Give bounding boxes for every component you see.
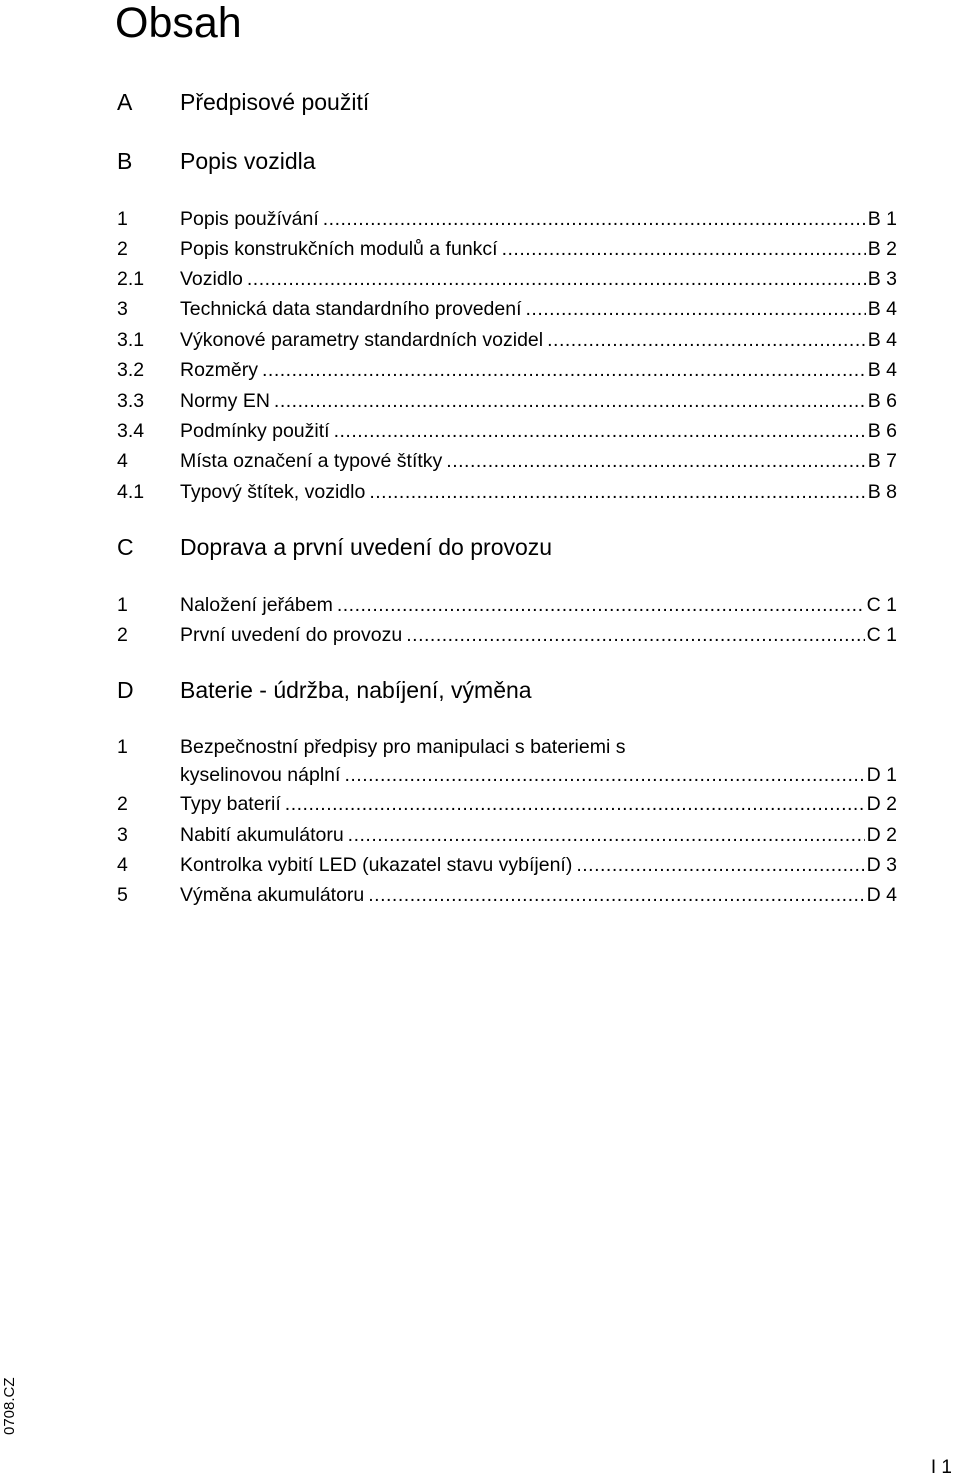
- entry-label: Podmínky použití: [180, 420, 330, 442]
- entry-label: kyselinovou náplní: [180, 764, 341, 786]
- section-letter: B: [117, 148, 133, 174]
- dot-leader: [274, 387, 866, 415]
- entry-page: B 7: [867, 450, 897, 472]
- toc-entry[interactable]: [117, 733, 897, 789]
- entry-label: Typy baterií: [180, 793, 281, 815]
- section-title: Předpisové použití: [180, 89, 370, 115]
- dot-leader: [406, 621, 864, 649]
- entry-number: 3.2: [117, 359, 145, 381]
- section-title: Doprava a první uvedení do provozu: [180, 534, 553, 560]
- entry-number: 4.1: [117, 481, 145, 503]
- toc-entry[interactable]: [117, 621, 897, 649]
- entry-page: D 4: [866, 884, 897, 906]
- entry-page: D 2: [866, 793, 897, 815]
- toc-entry[interactable]: [117, 235, 897, 263]
- entry-number: 4: [117, 854, 128, 876]
- entry-label: Normy EN: [180, 390, 270, 412]
- toc-entry[interactable]: [117, 821, 897, 849]
- toc-section-b[interactable]: [117, 145, 897, 177]
- entry-label-line1: Bezpečnostní předpisy pro manipulaci s bateriemi s: [180, 736, 626, 758]
- entry-label: Výkonové parametry standardních vozidel: [180, 329, 544, 351]
- entry-page: C 1: [866, 594, 897, 616]
- entry-label: Naložení jeřábem: [180, 594, 333, 616]
- dot-leader: [368, 881, 864, 909]
- toc-entry[interactable]: [117, 387, 897, 415]
- toc-entry[interactable]: [117, 205, 897, 233]
- toc-entry[interactable]: [117, 881, 897, 909]
- dot-leader: [334, 417, 866, 445]
- entry-label: První uvedení do provozu: [180, 624, 403, 646]
- toc-section-a[interactable]: [117, 86, 897, 118]
- toc-entry[interactable]: [117, 265, 897, 293]
- entry-label: Vozidlo: [180, 268, 243, 290]
- entry-number: 3: [117, 824, 128, 846]
- entry-number: 1: [117, 208, 128, 230]
- entry-page: B 4: [867, 298, 897, 320]
- toc-entry[interactable]: [117, 478, 897, 506]
- entry-number: 3: [117, 298, 128, 320]
- dot-leader: [348, 821, 865, 849]
- entry-number: 1: [117, 594, 128, 616]
- entry-number: 1: [117, 736, 128, 758]
- toc-entry[interactable]: [117, 591, 897, 619]
- dot-leader: [526, 295, 866, 323]
- toc-entry[interactable]: [117, 326, 897, 354]
- section-letter: D: [117, 677, 134, 703]
- dot-leader: [576, 851, 864, 879]
- page-number: I 1: [930, 1457, 952, 1478]
- entry-page: B 4: [867, 329, 897, 351]
- toc-entry[interactable]: [117, 295, 897, 323]
- document-code: 0708.CZ: [1, 1377, 18, 1435]
- entry-number: 2: [117, 624, 128, 646]
- entry-number: 3.4: [117, 420, 145, 442]
- entry-label: Typový štítek, vozidlo: [180, 481, 366, 503]
- dot-leader: [285, 790, 865, 818]
- entry-page: D 1: [866, 764, 897, 786]
- dot-leader: [323, 205, 866, 233]
- entry-label: Nabití akumulátoru: [180, 824, 344, 846]
- entry-page: B 6: [867, 420, 897, 442]
- entry-page: B 1: [867, 208, 897, 230]
- section-letter: A: [117, 89, 133, 115]
- entry-page: B 4: [867, 359, 897, 381]
- entry-number: 5: [117, 884, 128, 906]
- toc-entry[interactable]: [117, 790, 897, 818]
- toc-entry[interactable]: [117, 851, 897, 879]
- entry-number: 4: [117, 450, 128, 472]
- dot-leader: [502, 235, 866, 263]
- entry-label: Místa označení a typové štítky: [180, 450, 443, 472]
- dot-leader: [247, 265, 866, 293]
- entry-page: C 1: [866, 624, 897, 646]
- dot-leader: [337, 591, 865, 619]
- entry-label: Výměna akumulátoru: [180, 884, 365, 906]
- dot-leader: [344, 761, 864, 789]
- dot-leader: [547, 326, 866, 354]
- toc-entry[interactable]: [117, 356, 897, 384]
- entry-page: B 2: [867, 238, 897, 260]
- entry-number: 3.1: [117, 329, 145, 351]
- entry-label: Popis konstrukčních modulů a funkcí: [180, 238, 498, 260]
- entry-page: D 3: [866, 854, 897, 876]
- entry-number: 2: [117, 793, 128, 815]
- toc-entry[interactable]: [117, 417, 897, 445]
- dot-leader: [369, 478, 865, 506]
- entry-page: B 3: [867, 268, 897, 290]
- entry-label: Technická data standardního provedení: [180, 298, 522, 320]
- entry-number: 2.1: [117, 268, 145, 290]
- section-title: Popis vozidla: [180, 148, 316, 174]
- toc-section-d[interactable]: [117, 674, 897, 706]
- dot-leader: [262, 356, 866, 384]
- page-title: Obsah: [115, 0, 242, 47]
- section-letter: C: [117, 534, 134, 560]
- entry-page: B 6: [867, 390, 897, 412]
- entry-label: Kontrolka vybití LED (ukazatel stavu vybíjení): [180, 854, 573, 876]
- section-title: Baterie - údržba, nabíjení, výměna: [180, 677, 532, 703]
- entry-number: 2: [117, 238, 128, 260]
- entry-label: Rozměry: [180, 359, 259, 381]
- toc-entry[interactable]: [117, 447, 897, 475]
- entry-page: D 2: [866, 824, 897, 846]
- dot-leader: [446, 447, 865, 475]
- entry-page: B 8: [867, 481, 897, 503]
- entry-number: 3.3: [117, 390, 145, 412]
- entry-label: Popis používání: [180, 208, 319, 230]
- toc-section-c[interactable]: [117, 531, 897, 563]
